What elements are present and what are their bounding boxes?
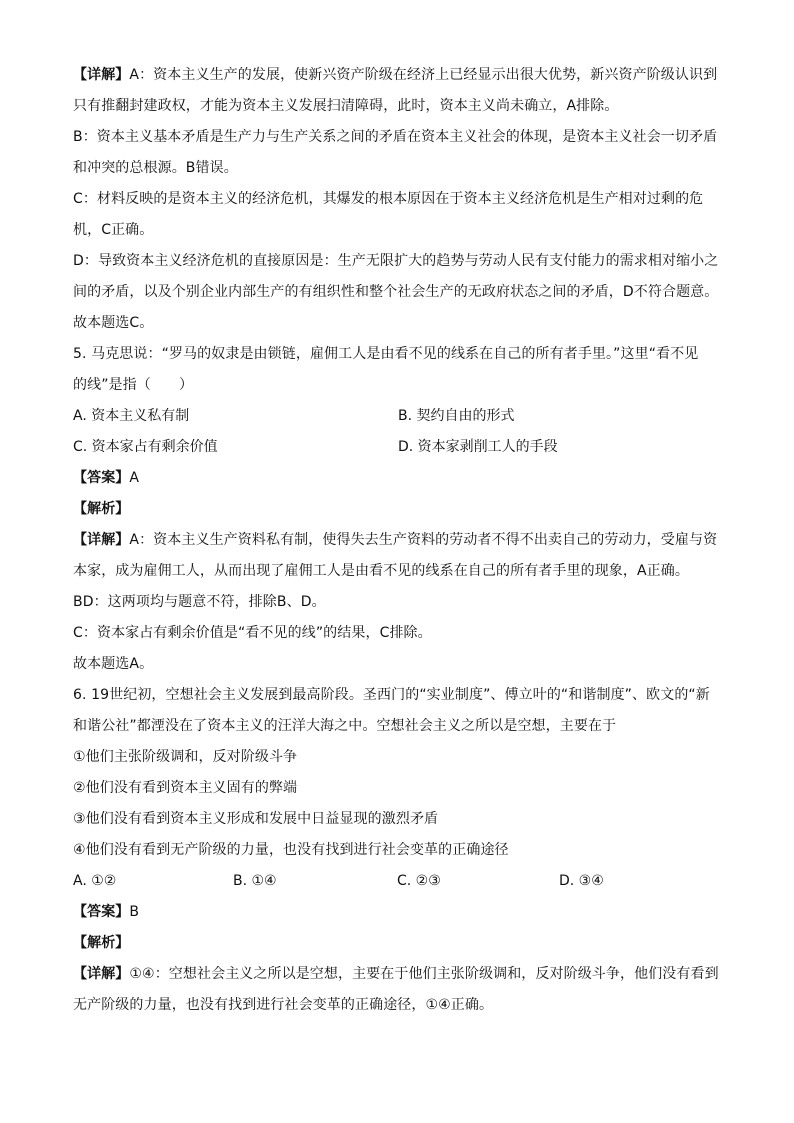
q4-detail-c-line2: 机，C正确。 bbox=[73, 222, 154, 238]
q6-answer-value: B bbox=[129, 904, 140, 920]
q6-stem-line1: 6. 19世纪初，空想社会主义发展到最高阶段。圣西门的“实业制度”、傅立叶的“和谐制度”、欧文的“新 bbox=[73, 687, 710, 703]
q4-detail-label: 【详解】 bbox=[73, 67, 130, 83]
q4-detail-d-line1: D：导致资本主义经济危机的直接原因是：生产无限扩大的趋势与劳动人民有支付能力的需求相对缩小之 bbox=[73, 253, 719, 269]
q4-conclusion: 故本题选C。 bbox=[73, 315, 154, 331]
q4-detail-a-line1: 【详解】A：资本主义生产的发展，使新兴资产阶级在经济上已经显示出很大优势，新兴资产阶级认识到 bbox=[73, 67, 718, 83]
q6-options-row bbox=[73, 866, 725, 897]
q6-answer-label: 【答案】 bbox=[73, 904, 130, 920]
q5-options-row1 bbox=[73, 401, 725, 432]
q5-option-c: C. 资本家占有剩余价值 bbox=[73, 439, 218, 455]
q6-option-d: D. ③④ bbox=[559, 873, 604, 889]
q5-detail-a-line2: 本家，成为雇佣工人，从而出现了雇佣工人是由看不见的线系在自己的所有者手里的现象，A正确。 bbox=[73, 563, 689, 579]
q5-detail-a-line1: 【详解】A：资本主义生产资料私有制，使得失去生产资料的劳动者不得不出卖自己的劳动力，受雇与资 bbox=[73, 532, 718, 548]
q5-option-d: D. 资本家剥削工人的手段 bbox=[398, 439, 558, 455]
q5-options-row2 bbox=[73, 432, 725, 463]
q5-answer-label: 【答案】 bbox=[73, 470, 130, 486]
q5-stem-line1: 5. 马克思说：“罗马的奴隶是由锁链，雇佣工人是由看不见的线系在自己的所有者手里。”这里“看不见 bbox=[73, 346, 699, 362]
q4-detail-b-line1: B：资本主义基本矛盾是生产力与生产关系之间的矛盾在资本主义社会的体现，是资本主义社会一切矛盾 bbox=[73, 129, 718, 145]
q6-item-4: ④他们没有看到无产阶级的力量，也没有找到进行社会变革的正确途径 bbox=[73, 842, 509, 858]
q6-analysis-label: 【解析】 bbox=[73, 935, 130, 951]
q4-detail-d-line2: 间的矛盾，以及个别企业内部生产的有组织性和整个社会生产的无政府状态之间的矛盾，D不符合题意。 bbox=[73, 284, 719, 300]
q6-option-c: C. ②③ bbox=[397, 873, 441, 889]
q4-detail-a-line2: 只有推翻封建政权，才能为资本主义发展扫清障碍，此时，资本主义尚未确立，A排除。 bbox=[73, 98, 619, 114]
q5-option-a: A. 资本主义私有制 bbox=[73, 408, 190, 424]
q5-detail-bd: BD：这两项均与题意不符，排除B、D。 bbox=[73, 594, 326, 610]
q5-stem-line2: 的线”是指（ ） bbox=[73, 377, 194, 393]
q6-option-a: A. ①② bbox=[73, 873, 117, 889]
q6-option-b: B. ①④ bbox=[233, 873, 277, 889]
q5-detail-c: C：资本家占有剩余价值是“看不见的线”的结果，C排除。 bbox=[73, 625, 432, 641]
q6-detail-label: 【详解】 bbox=[73, 966, 130, 982]
q6-item-1: ①他们主张阶级调和，反对阶级斗争 bbox=[73, 749, 298, 765]
q5-conclusion: 故本题选A。 bbox=[73, 656, 154, 672]
q6-item-3: ③他们没有看到资本主义形成和发展中日益显现的激烈矛盾 bbox=[73, 811, 439, 827]
q4-detail-c-line1: C：材料反映的是资本主义的经济危机，其爆发的根本原因在于资本主义经济危机是生产相对过剩的危 bbox=[73, 191, 704, 207]
q4-detail-b-line2: 和冲突的总根源。B错误。 bbox=[73, 160, 238, 176]
q5-answer-value: A bbox=[129, 470, 140, 486]
document-content bbox=[73, 60, 725, 1021]
q6-detail-line2: 无产阶级的力量，也没有找到进行社会变革的正确途径，①④正确。 bbox=[73, 997, 494, 1013]
q6-detail-line1: 【详解】①④：空想社会主义之所以是空想，主要在于他们主张阶级调和，反对阶级斗争，他们没有看到 bbox=[73, 966, 719, 982]
q6-item-2: ②他们没有看到资本主义固有的弊端 bbox=[73, 780, 298, 796]
q5-analysis-label: 【解析】 bbox=[73, 501, 130, 517]
q5-option-b: B. 契约自由的形式 bbox=[398, 408, 515, 424]
q5-detail-label: 【详解】 bbox=[73, 532, 130, 548]
q6-stem-line2: 和谐公社”都湮没在了资本主义的汪洋大海之中。空想社会主义之所以是空想，主要在于 bbox=[73, 718, 617, 734]
q6-answer bbox=[73, 897, 725, 928]
q5-answer bbox=[73, 463, 725, 494]
